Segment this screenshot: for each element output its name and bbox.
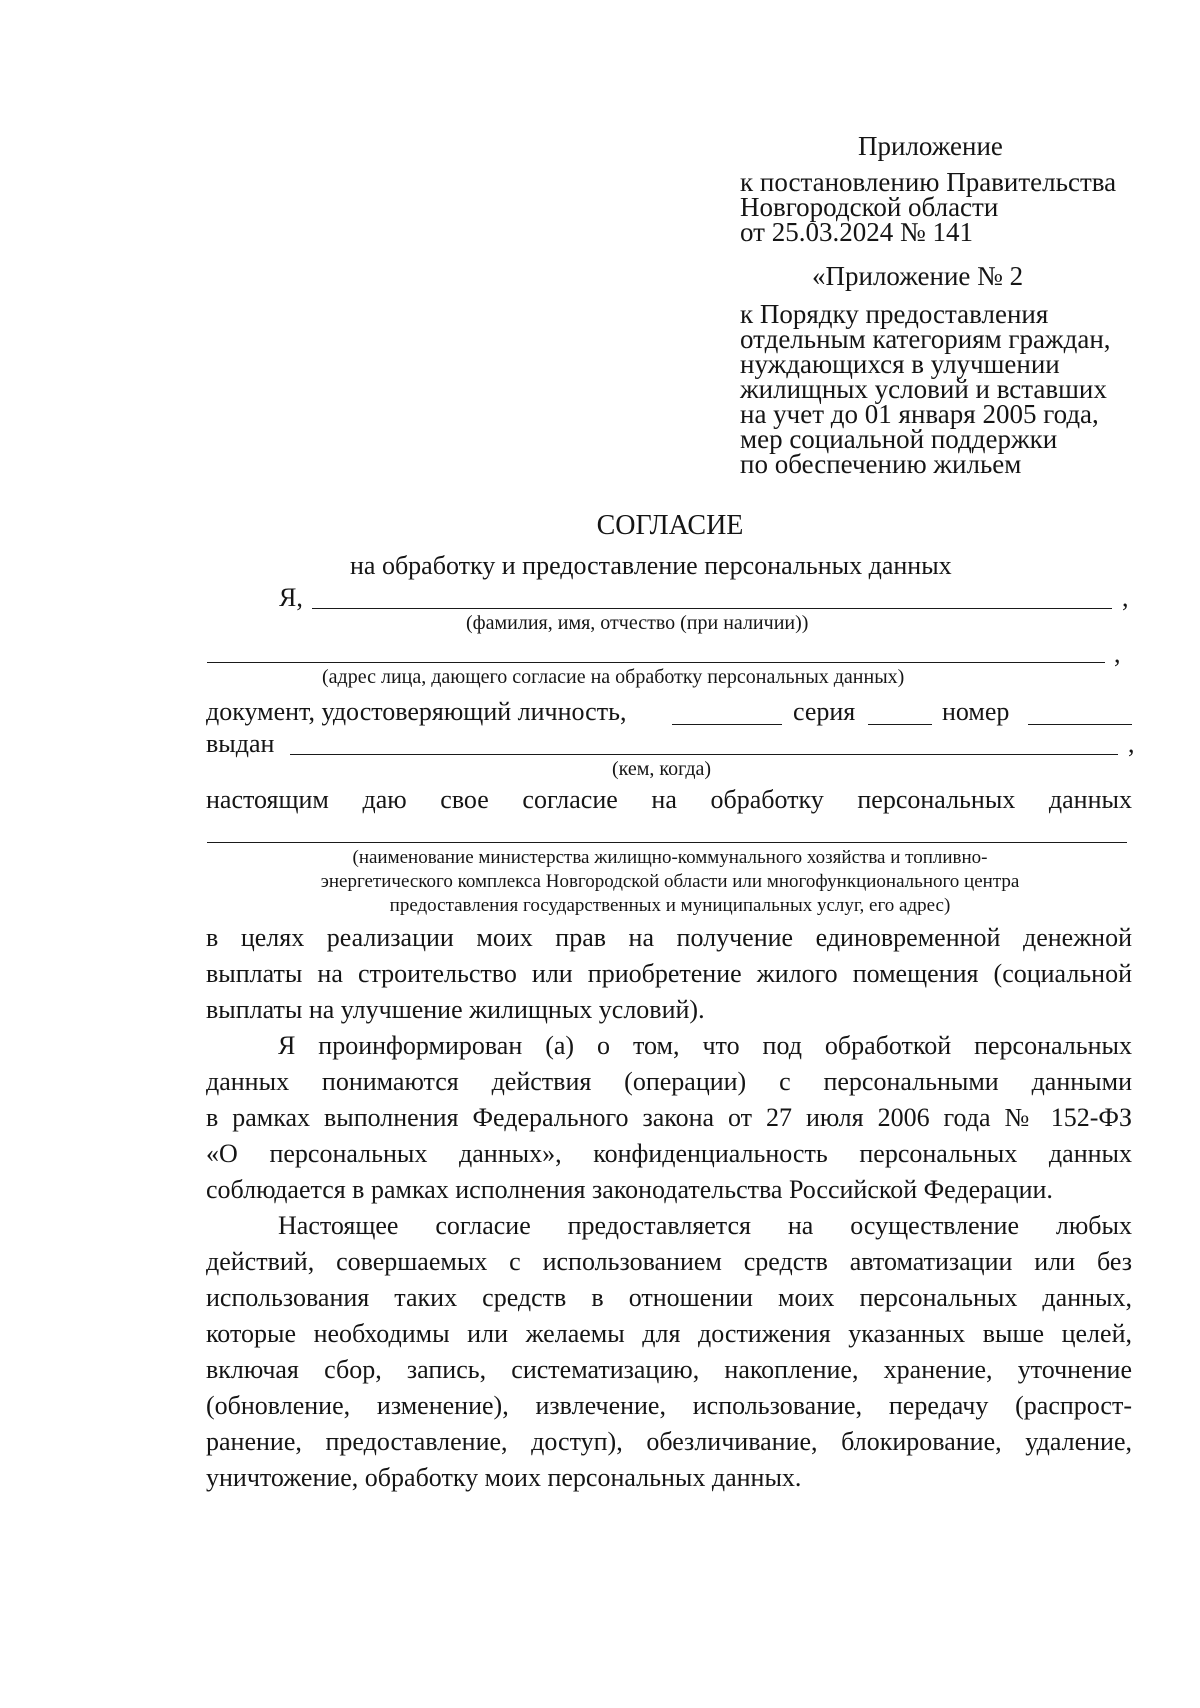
document-type-field-line[interactable]	[672, 724, 782, 725]
organization-caption	[0, 846, 1200, 918]
issued-field-line[interactable]	[290, 754, 1118, 755]
document-title: СОГЛАСИЕ	[596, 510, 744, 541]
consent-word: согласие	[522, 785, 618, 814]
paragraph-line: ранение, предоставление, доступ), обезличивание, блокирование, удаление,	[206, 1427, 1132, 1456]
paragraph-line: действий, совершаемых с использованием средств автоматизации или без	[206, 1247, 1132, 1276]
paragraph-line: выплаты на улучшение жилищных условий).	[206, 995, 705, 1024]
procedure-line: нуждающихся в улучшении	[740, 349, 1060, 379]
paragraph-line: которые необходимы или желаемы для достижения указанных выше целей,	[206, 1319, 1132, 1348]
paragraph-line: Настоящее согласие предоставляется на осуществление любых	[278, 1211, 1132, 1240]
address-field-line[interactable]	[207, 662, 1105, 663]
number-label: номер	[942, 697, 1010, 726]
paragraph-line: в целях реализации моих прав на получение единовременной денежной	[206, 923, 1132, 952]
consent-word: данных	[1048, 785, 1132, 814]
organization-field-line[interactable]	[207, 842, 1127, 843]
decree-line: Новгородской области	[740, 192, 999, 222]
appendix-title: Приложение	[858, 131, 1003, 161]
scope-paragraph	[206, 1208, 1132, 1496]
decree-reference	[740, 167, 1117, 247]
organization-caption-line: энергетического комплекса Новгородской области или многофункционального центра	[320, 871, 1020, 892]
issued-comma: ,	[1128, 729, 1135, 758]
paragraph-line: уничтожение, обработку моих персональных данных.	[206, 1463, 802, 1492]
number-field-line[interactable]	[1028, 724, 1132, 725]
decree-line: от 25.03.2024 № 141	[740, 217, 973, 247]
address-comma: ,	[1114, 639, 1121, 668]
paragraph-line: соблюдается в рамках исполнения законодательства Российской Федерации.	[206, 1175, 1053, 1204]
procedure-line: по обеспечению жильем	[740, 449, 1022, 479]
procedure-line: жилищных условий и вставших	[740, 374, 1107, 404]
consent-word: свое	[440, 785, 489, 814]
purpose-paragraph	[206, 920, 1132, 1028]
issued-caption: (кем, когда)	[612, 758, 712, 780]
annex-title: «Приложение № 2	[812, 261, 1024, 291]
paragraph-line: (обновление, изменение), извлечение, использование, передачу (распрост-	[206, 1391, 1132, 1420]
consent-word: на	[651, 785, 677, 814]
procedure-line: отдельным категориям граждан,	[740, 324, 1111, 354]
consent-word: персональных	[857, 785, 1016, 814]
address-caption: (адрес лица, дающего согласие на обработку персональных данных)	[322, 666, 905, 688]
paragraph-line: выплаты на строительство или приобретение жилого помещения (социальной	[206, 959, 1132, 988]
consent-line	[206, 782, 1132, 818]
decree-line: к постановлению Правительства	[740, 167, 1117, 197]
information-paragraph	[206, 1028, 1132, 1208]
procedure-line: мер социальной поддержки	[740, 424, 1058, 454]
issued-label: выдан	[206, 729, 275, 758]
consent-word: обработку	[710, 785, 824, 814]
document-label: документ, удостоверяющий личность,	[206, 697, 627, 726]
paragraph-line: «О персональных данных», конфиденциальность персональных данных	[206, 1139, 1132, 1168]
name-field-line[interactable]	[312, 608, 1112, 609]
name-caption: (фамилия, имя, отчество (при наличии))	[466, 612, 809, 634]
procedure-line: к Порядку предоставления	[740, 299, 1049, 329]
consent-word: даю	[362, 785, 407, 814]
consent-word: настоящим	[206, 785, 329, 814]
procedure-line: на учет до 01 января 2005 года,	[740, 399, 1099, 429]
paragraph-line: включая сбор, запись, систематизацию, накопление, хранение, уточнение	[206, 1355, 1132, 1384]
procedure-reference	[740, 299, 1111, 479]
document-subtitle: на обработку и предоставление персональных данных	[350, 551, 952, 580]
name-comma: ,	[1122, 583, 1129, 612]
series-label: серия	[793, 697, 856, 726]
organization-caption-line: предоставления государственных и муниципальных услуг, его адрес)	[389, 895, 951, 916]
paragraph-line: данных понимаются действия (операции) с персональными данными	[206, 1067, 1132, 1096]
paragraph-line: в рамках выполнения Федерального закона от 27 июля 2006 года № 152-ФЗ	[206, 1103, 1132, 1132]
paragraph-line: использования таких средств в отношении моих персональных данных,	[206, 1283, 1132, 1312]
organization-caption-line: (наименование министерства жилищно-коммунального хозяйства и топливно-	[352, 847, 988, 868]
paragraph-line: Я проинформирован (а) о том, что под обработкой персональных	[278, 1031, 1132, 1060]
series-field-line[interactable]	[868, 724, 932, 725]
i-label: Я,	[279, 583, 303, 612]
